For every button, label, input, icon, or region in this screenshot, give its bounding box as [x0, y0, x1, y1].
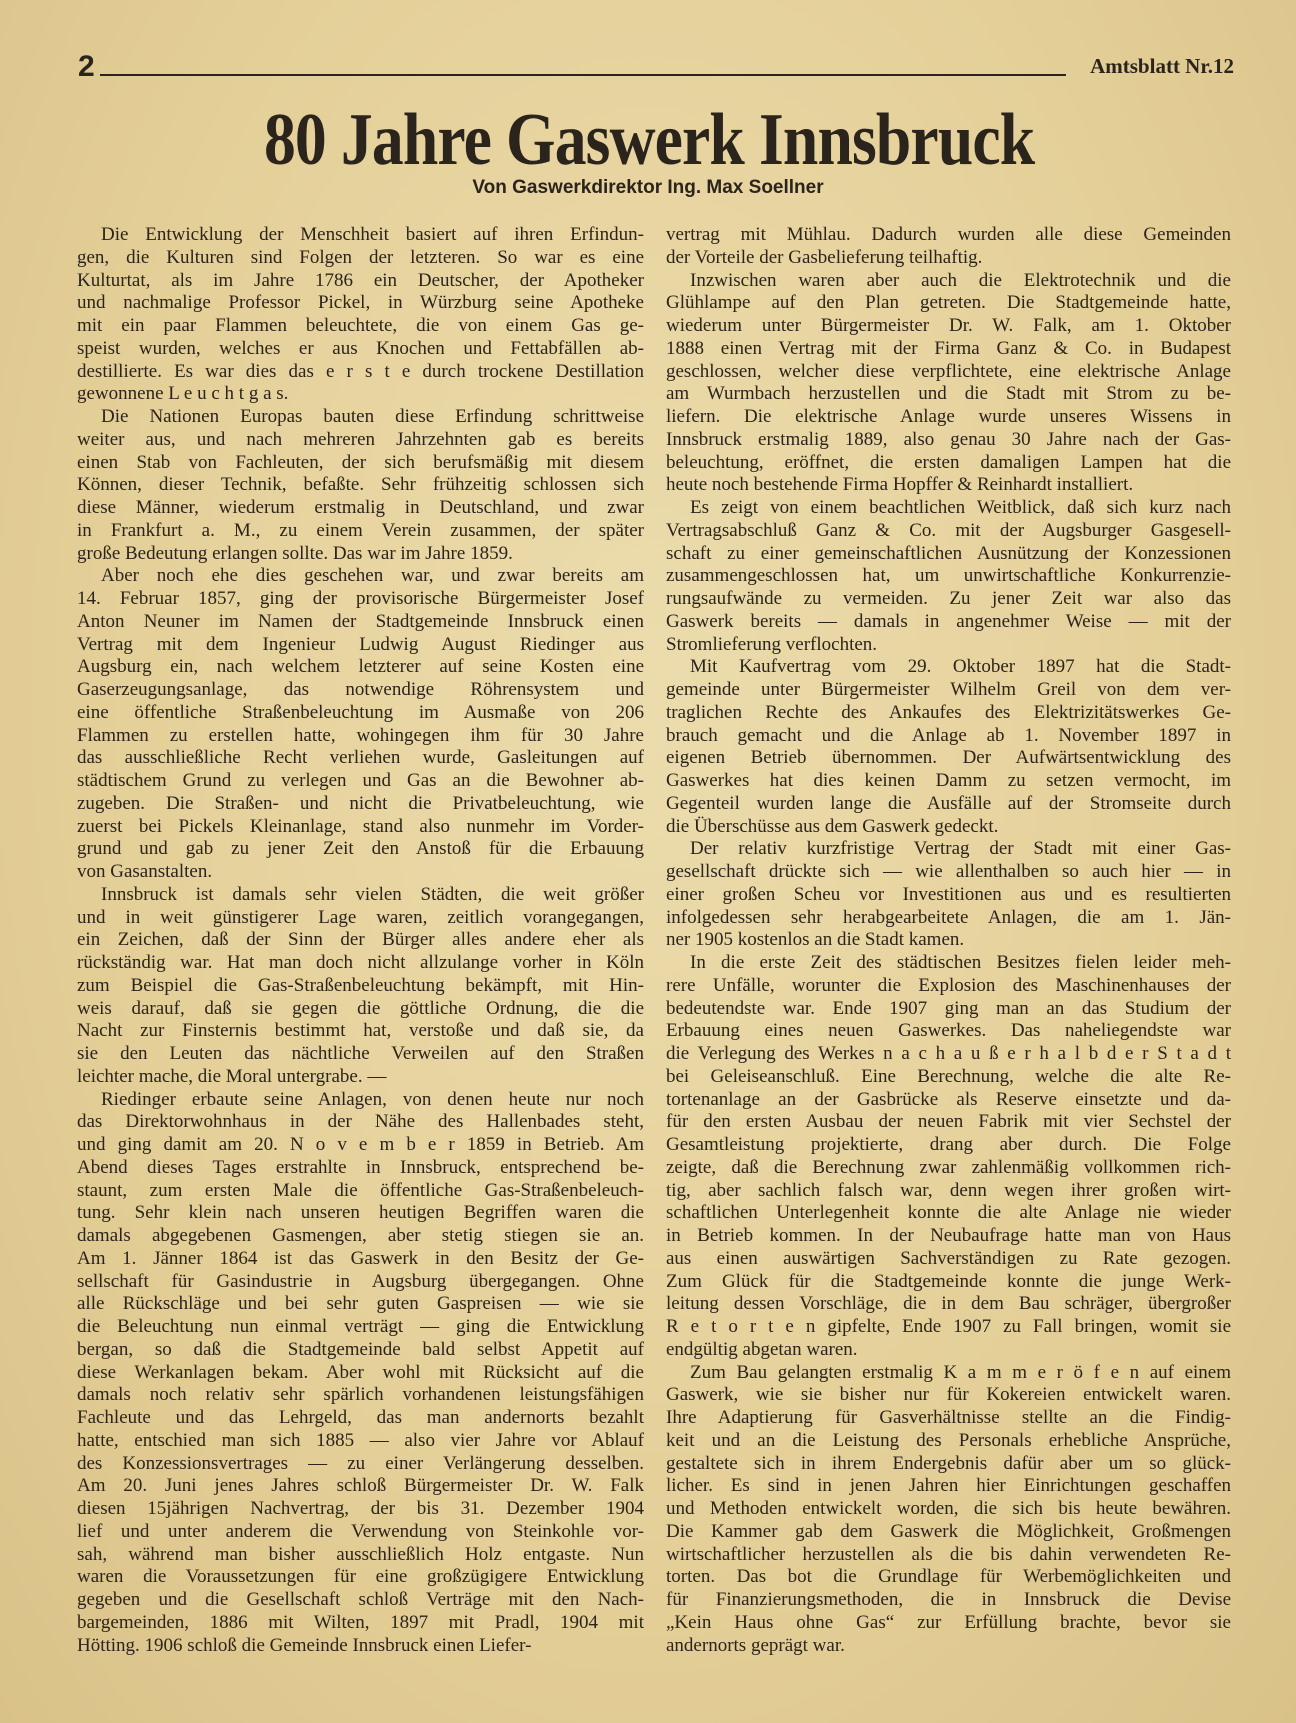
text-line: Die Nationen Europas bauten diese Erfindung schrittweise [101, 406, 644, 427]
text-line: gewonnene L e u c h t g a s. [77, 383, 289, 405]
text-line: tung. Sehr klein nach unseren heutigen Begriffen waren die [77, 1202, 644, 1224]
text-line: das Direktorwohnhaus in der Nähe des Hallenbades steht, [77, 1111, 644, 1133]
text-column-right [666, 224, 1231, 1657]
text-line: und in weit günstigerer Lage waren, zeitlich vorangegangen, [77, 906, 644, 928]
text-line: infolgedessen sehr herabgearbeitete Anlagen, die am 1. Jän- [666, 906, 1231, 928]
text-line: Ihre Adaptierung für Gasverhältnisse stellte an die Findig- [666, 1407, 1231, 1428]
text-line: gegeben und die Gesellschaft schloß Verträge mit den Nach- [77, 1589, 644, 1610]
text-line: Gesamtleistung projektierte, drang aber durch. Die Folge [666, 1134, 1231, 1155]
text-line: Gaswerk, wie sie bisher nur für Kokereien entwickelt waren. [666, 1384, 1231, 1406]
text-line: Am 20. Juni jenes Jahres schloß Bürgermeister Dr. W. Falk [77, 1475, 644, 1497]
text-line: diese Männer, wiederum erstmalig in Deutschland, und zwar [77, 497, 644, 518]
text-line: gestaltete sich in ihrem Endergebnis dafür aber um so glück- [666, 1452, 1231, 1474]
text-line: städtischem Grund zu verlegen und Gas an die Bewohner ab- [77, 770, 644, 791]
text-line: Zum Glück für die Stadtgemeinde konnte die junge Werk- [666, 1270, 1231, 1292]
text-line: licher. Es sind in jenen Jahren hier Einrichtungen geschaffen [666, 1475, 1231, 1497]
text-line: und nachmalige Professor Pickel, in Würzburg seine Apotheke [77, 292, 644, 314]
text-line: damals noch relativ sehr spärlich vorhandenen leistungsfähigen [77, 1384, 644, 1406]
paragraph [666, 270, 1231, 498]
text-line: gen, die Kulturen sind Folgen der letzteren. So war es eine [77, 246, 644, 268]
text-line: Zum Bau gelangten erstmalig K a m m e r ö f e n auf einem [690, 1361, 1231, 1383]
text-line: eine öffentliche Straßenbeleuchtung im Ausmaße von 206 [77, 701, 644, 723]
text-line: gesellschaft drückte sich — wie allenthalben so auch hier — in [666, 861, 1231, 882]
text-line: Riedinger erbaute seine Anlagen, von denen heute nur noch [101, 1088, 644, 1110]
text-line: andernorts geprägt war. [666, 1634, 845, 1656]
text-line: schaftlichen Unterlegenheit konnte die alte Anlage nie wieder [666, 1202, 1231, 1224]
paragraph [666, 656, 1231, 838]
text-line: die Beleuchtung nun einmal verträgt — ging die Entwicklung [77, 1316, 644, 1337]
text-line: heute noch bestehende Firma Hopffer & Reinhardt installiert. [666, 474, 1134, 496]
text-line: für den ersten Ausbau der neuen Fabrik mit vier Sechstel der [666, 1111, 1231, 1133]
text-line: und Methoden entwickelt worden, die sich bis heute bewähren. [666, 1498, 1231, 1519]
text-line: ner 1905 kostenlos an die Stadt kamen. [666, 929, 965, 951]
text-line: und ging damit am 20. N o v e m b e r 1859 in Betrieb. Am [77, 1134, 644, 1155]
text-line: große Bedeutung erlangen sollte. Das war im Jahre 1859. [77, 542, 513, 564]
text-line: Gaswerk bereits — damals in angenehmer Weise — mit der [666, 610, 1231, 632]
text-line: Vertragsabschluß Ganz & Co. mit der Augsburger Gasgesell- [666, 519, 1231, 541]
text-line: speist wurden, welches er aus Knochen und Fettabfällen ab- [77, 337, 644, 359]
text-line: Gegenteil wurden lange die Ausfälle auf der Stromseite durch [666, 792, 1231, 814]
text-line: Mit Kaufvertrag vom 29. Oktober 1897 hat die Stadt- [690, 656, 1231, 678]
text-line: torten. Das bot die Grundlage für Werbemöglichkeiten und [666, 1566, 1231, 1588]
text-line: Kulturtat, als im Jahre 1786 ein Deutscher, der Apotheker [77, 269, 644, 291]
text-line: sie den Leuten das nächtliche Verweilen auf den Straßen [77, 1043, 644, 1064]
text-line: Die Entwicklung der Menschheit basiert auf ihren Erfindun- [101, 224, 644, 245]
text-line: rere Unfälle, worunter die Explosion des Maschinenhauses der [666, 974, 1231, 996]
paragraph [77, 565, 644, 884]
text-line: lief und unter anderem die Verwendung von Steinkohle vor- [77, 1520, 644, 1542]
text-line: bergan, so daß die Stadtgemeinde bald selbst Appetit auf [77, 1338, 644, 1360]
text-line: 14. Februar 1857, ging der provisorische Bürgermeister Josef [77, 588, 644, 609]
text-line: diese Werkanlagen bekam. Aber wohl mit Rücksicht auf die [77, 1361, 644, 1383]
text-line: In die erste Zeit des städtischen Besitzes fielen leider meh- [690, 952, 1231, 973]
text-line: Flammen zu erstellen hatte, wohingegen ihm für 30 Jahre [77, 724, 644, 746]
text-line: für Finanzierungsmethoden, die in Innsbruck die Devise [666, 1589, 1231, 1610]
text-line: Aber noch ehe dies geschehen war, und zwar bereits am [101, 565, 644, 587]
text-line: einer großen Scheu vor Investitionen aus und es resultierten [666, 883, 1231, 905]
text-line: des Konzessionsvertrages — zu einer Verlängerung desselben. [77, 1452, 644, 1474]
text-line: leitung dessen Vorschläge, die in dem Bau schräger, übergroßer [666, 1293, 1231, 1315]
text-line: vertrag mit Mühlau. Dadurch wurden alle diese Gemeinden [666, 224, 1231, 245]
text-line: sellschaft für Gasindustrie in Augsburg übergegangen. Ohne [77, 1270, 644, 1292]
text-line: Fachleute und das Lehrgeld, das man andernorts bezahlt [77, 1407, 644, 1428]
text-line: Abend dieses Tages erstrahlte in Innsbruck, entsprechend be- [77, 1156, 644, 1178]
text-line: aus einen auswärtigen Sachverständigen zu Rate gezogen. [666, 1247, 1231, 1269]
text-line: Augsburg ein, nach welchem letzterer auf seine Kosten eine [77, 656, 644, 678]
issue-label: Amtsblatt Nr.12 [1090, 54, 1234, 78]
text-line: zugeben. Die Straßen- und nicht die Privatbeleuchtung, wie [77, 792, 644, 814]
text-line: eigenen Betrieb übernommen. Der Aufwärtsentwicklung des [666, 747, 1231, 769]
text-line: einen Stab von Fachleuten, der sich berufsmäßig mit diesem [77, 451, 644, 473]
paragraph [666, 224, 1231, 270]
text-line: keit und an die Leistung des Personals erhebliche Ansprüche, [666, 1429, 1231, 1451]
text-line: ein Zeichen, daß der Sinn der Bürger alles andere eher als [77, 929, 644, 951]
text-line: wirtschaftlicher herzustellen als die bis dahin verwendeten Re- [666, 1543, 1231, 1565]
text-line: bedeutendste war. Ende 1907 ging man an das Studium der [666, 997, 1231, 1019]
text-line: Die Kammer gab dem Gaswerk die Möglichkeit, Großmengen [666, 1520, 1231, 1542]
text-line: Der relativ kurzfristige Vertrag der Stadt mit einer Gas- [690, 838, 1231, 860]
text-line: Am 1. Jänner 1864 ist das Gaswerk in den Besitz der Ge- [77, 1247, 644, 1269]
text-line: schaft zu einer gemeinschaftlichen Ausnützung der Konzessionen [666, 542, 1231, 564]
paragraph [77, 884, 644, 1089]
paragraph [666, 1362, 1231, 1658]
text-line: Es zeigt von einem beachtlichen Weitblick, daß sich kurz nach [690, 497, 1231, 518]
text-line: Hötting. 1906 schloß die Gemeinde Innsbruck einen Liefer- [77, 1634, 532, 1656]
text-line: „Kein Haus ohne Gas“ zur Erfüllung brachte, bevor sie [666, 1611, 1231, 1633]
text-line: Gaswerkes hat dies keinen Damm zu setzen vermocht, im [666, 770, 1231, 791]
text-line: waren die Voraussetzungen für eine großzügigere Entwicklung [77, 1566, 644, 1588]
text-line: weiter aus, und nach mehreren Jahrzehnten gab es bereits [77, 428, 644, 450]
text-line: zuerst bei Pickels Kleinanlage, stand also nunmehr im Vorder- [77, 815, 644, 837]
text-line: Innsbruck ist damals sehr vielen Städten, die weit größer [101, 883, 644, 905]
text-line: von Gasanstalten. [77, 861, 213, 882]
article-title: 80 Jahre Gaswerk Innsbruck [263, 99, 1035, 181]
paragraph [666, 952, 1231, 1362]
text-line: Vertrag mit dem Ingenieur Ludwig August Riedinger aus [77, 633, 644, 655]
text-line: zum Beispiel die Gas-Straßenbeleuchtung bekämpft, mit Hin- [77, 974, 644, 996]
text-line: Erbauung eines neuen Gaswerkes. Das naheliegendste war [666, 1020, 1231, 1042]
text-line: zusammengeschlossen hat, um unwirtschaftliche Konkurrenzie- [666, 565, 1231, 587]
text-line: traglichen Rechte des Ankaufes des Elektrizitätswerkes Ge- [666, 701, 1231, 723]
text-line: destillierte. Es war dies das e r s t e durch trockene Destillation [77, 360, 644, 382]
text-line: Inzwischen waren aber auch die Elektrotechnik und die [690, 269, 1231, 291]
text-line: die Verlegung des Werkes n a c h a u ß e r h a l b d e r S t a d t [666, 1043, 1231, 1064]
text-line: tig, aber sachlich falsch war, denn wegen ihrer großen wirt- [666, 1179, 1231, 1201]
text-line: tortenanlage an der Gasbrücke als Reserve einsetzte und da- [666, 1088, 1231, 1110]
text-line: der Vorteile der Gasbelieferung teilhaftig. [666, 246, 983, 268]
text-line: alle Rückschläge und bei sehr guten Gaspreisen — wie sie [77, 1293, 644, 1315]
text-line: gemeinde unter Bürgermeister Wilhelm Greil von dem ver- [666, 679, 1231, 700]
text-line: sah, während man bisher ausschließlich Holz entgaste. Nun [77, 1543, 644, 1565]
text-line: Gaserzeugungsanlage, das notwendige Röhrensystem und [77, 679, 644, 700]
text-line: das ausschließliche Recht verliehen wurde, Gasleitungen auf [77, 747, 644, 769]
paragraph [666, 838, 1231, 952]
text-line: wiederum unter Bürgermeister Dr. W. Falk, am 1. Oktober [666, 315, 1231, 336]
text-line: liefern. Die elektrische Anlage wurde unseres Wissens in [666, 406, 1231, 427]
text-line: bargemeinden, 1886 mit Wilten, 1897 mit Pradl, 1904 mit [77, 1611, 644, 1633]
text-line: geschlossen, welcher diese verpflichtete, eine elektrische Anlage [666, 360, 1231, 382]
text-line: brauch gemacht und die Anlage ab 1. November 1897 in [666, 724, 1231, 746]
text-line: Nacht zur Finsternis bestimmt hat, verstoße und daß sie, da [77, 1020, 644, 1042]
text-line: in Frankfurt a. M., zu einem Verein zusammen, der später [77, 519, 644, 541]
text-line: 1888 einen Vertrag mit der Firma Ganz & Co. in Budapest [666, 337, 1231, 359]
text-line: beleuchtung, eröffnet, die ersten damaligen Lampen hat die [666, 451, 1231, 473]
text-line: rungsaufwände zu vermeiden. Zu jener Zeit war also das [666, 588, 1231, 609]
text-line: damals abgegebenen Gasmengen, aber stetig stiegen sie an. [77, 1225, 644, 1246]
text-line: leichter mache, die Moral untergrabe. — [77, 1065, 387, 1087]
text-line: Anton Neuner im Namen der Stadtgemeinde Innsbruck einen [77, 610, 644, 632]
paragraph [77, 1089, 644, 1658]
text-line: R e t o r t e n gipfelte, Ende 1907 zu Fall bringen, womit sie [666, 1316, 1231, 1337]
header-rule [100, 74, 1066, 76]
paragraph [77, 224, 644, 406]
text-line: Stromlieferung verflochten. [666, 633, 878, 655]
text-line: bei Geleiseanschluß. Eine Berechnung, welche die alte Re- [666, 1065, 1231, 1087]
text-line: rückständig war. Hat man doch nicht allzulange vorher in Köln [77, 952, 644, 973]
text-line: Können, dieser Technik, befaßte. Sehr frühzeitig schlossen sich [77, 474, 644, 496]
paragraph [77, 406, 644, 565]
paragraph [666, 497, 1231, 656]
text-line: hatte, entschied man sich 1885 — also vier Jahre vor Ablauf [77, 1429, 644, 1451]
text-line: am Wurmbach herzustellen und die Stadt mit Strom zu be- [666, 383, 1231, 405]
text-line: Innsbruck erstmalig 1889, also genau 30 Jahre nach der Gas- [666, 428, 1231, 450]
text-column-left [77, 224, 644, 1657]
article-byline: Von Gaswerkdirektor Ing. Max Soellner [472, 177, 824, 198]
text-line: mit ein paar Flammen beleuchtete, die von einem Gas ge- [77, 315, 644, 336]
page-number: 2 [78, 50, 95, 83]
text-line: endgültig abgetan waren. [666, 1338, 858, 1360]
text-line: in Betrieb kommen. In der Neubaufrage hatte man von Haus [666, 1225, 1231, 1246]
text-line: grund und gab zu jener Zeit den Anstoß für die Erbauung [77, 838, 644, 860]
text-line: weis darauf, daß sie gegen die göttliche Ordnung, die die [77, 997, 644, 1019]
text-line: diesen 15jährigen Nachvertrag, der bis 31. Dezember 1904 [77, 1498, 644, 1519]
text-line: die Überschüsse aus dem Gaswerk gedeckt. [666, 815, 999, 837]
text-line: zeigte, daß die Berechnung zwar zahlenmäßig vollkommen rich- [666, 1156, 1231, 1178]
text-line: staunt, zum ersten Male die öffentliche Gas-Straßenbeleuch- [77, 1179, 644, 1201]
text-line: Glühlampe auf den Plan getreten. Die Stadtgemeinde hatte, [666, 292, 1231, 314]
